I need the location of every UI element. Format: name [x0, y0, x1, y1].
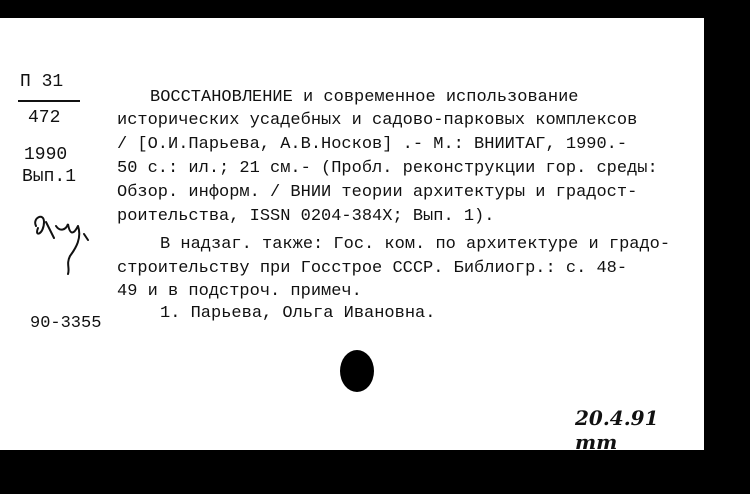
accession-number: 90-3355: [30, 314, 102, 333]
shelfmark-line-2: 472: [28, 108, 61, 128]
entry-line-7: В надзаг. также: Гос. ком. по архитектуре и градо-: [160, 235, 671, 254]
handwritten-date: 20.4.91 mm: [575, 406, 659, 450]
entry-line-2: исторических усадебных и садово-парковых комплексов: [117, 111, 638, 130]
punch-hole: [340, 350, 374, 392]
entry-line-8: строительству при Госстрое СССР. Библиогр.: с. 48-: [117, 259, 628, 278]
subject-entry: 1. Парьева, Ольга Ивановна.: [160, 304, 436, 323]
shelfmark-issue: Вып.1: [22, 167, 77, 187]
entry-line-5: Обзор. информ. / ВНИИ теории архитектуры и градост-: [117, 183, 638, 202]
shelfmark-year: 1990: [24, 145, 68, 165]
catalog-card: [0, 18, 704, 450]
handwritten-mark: [30, 208, 100, 294]
entry-line-9: 49 и в подстроч. примеч.: [117, 282, 362, 301]
shelfmark-rule: [18, 100, 80, 102]
entry-line-6: роительства, ISSN 0204-384X; Вып. 1).: [117, 207, 495, 226]
entry-line-3: / [О.И.Парьева, А.В.Носков] .- М.: ВНИИТАГ, 1990.-: [117, 135, 628, 154]
entry-line-1: ВОССТАНОВЛЕНИЕ и современное использование: [150, 88, 579, 107]
shelfmark-line-1: П 31: [20, 72, 64, 92]
entry-line-4: 50 с.: ил.; 21 см.- (Пробл. реконструкции гор. среды:: [117, 159, 658, 178]
